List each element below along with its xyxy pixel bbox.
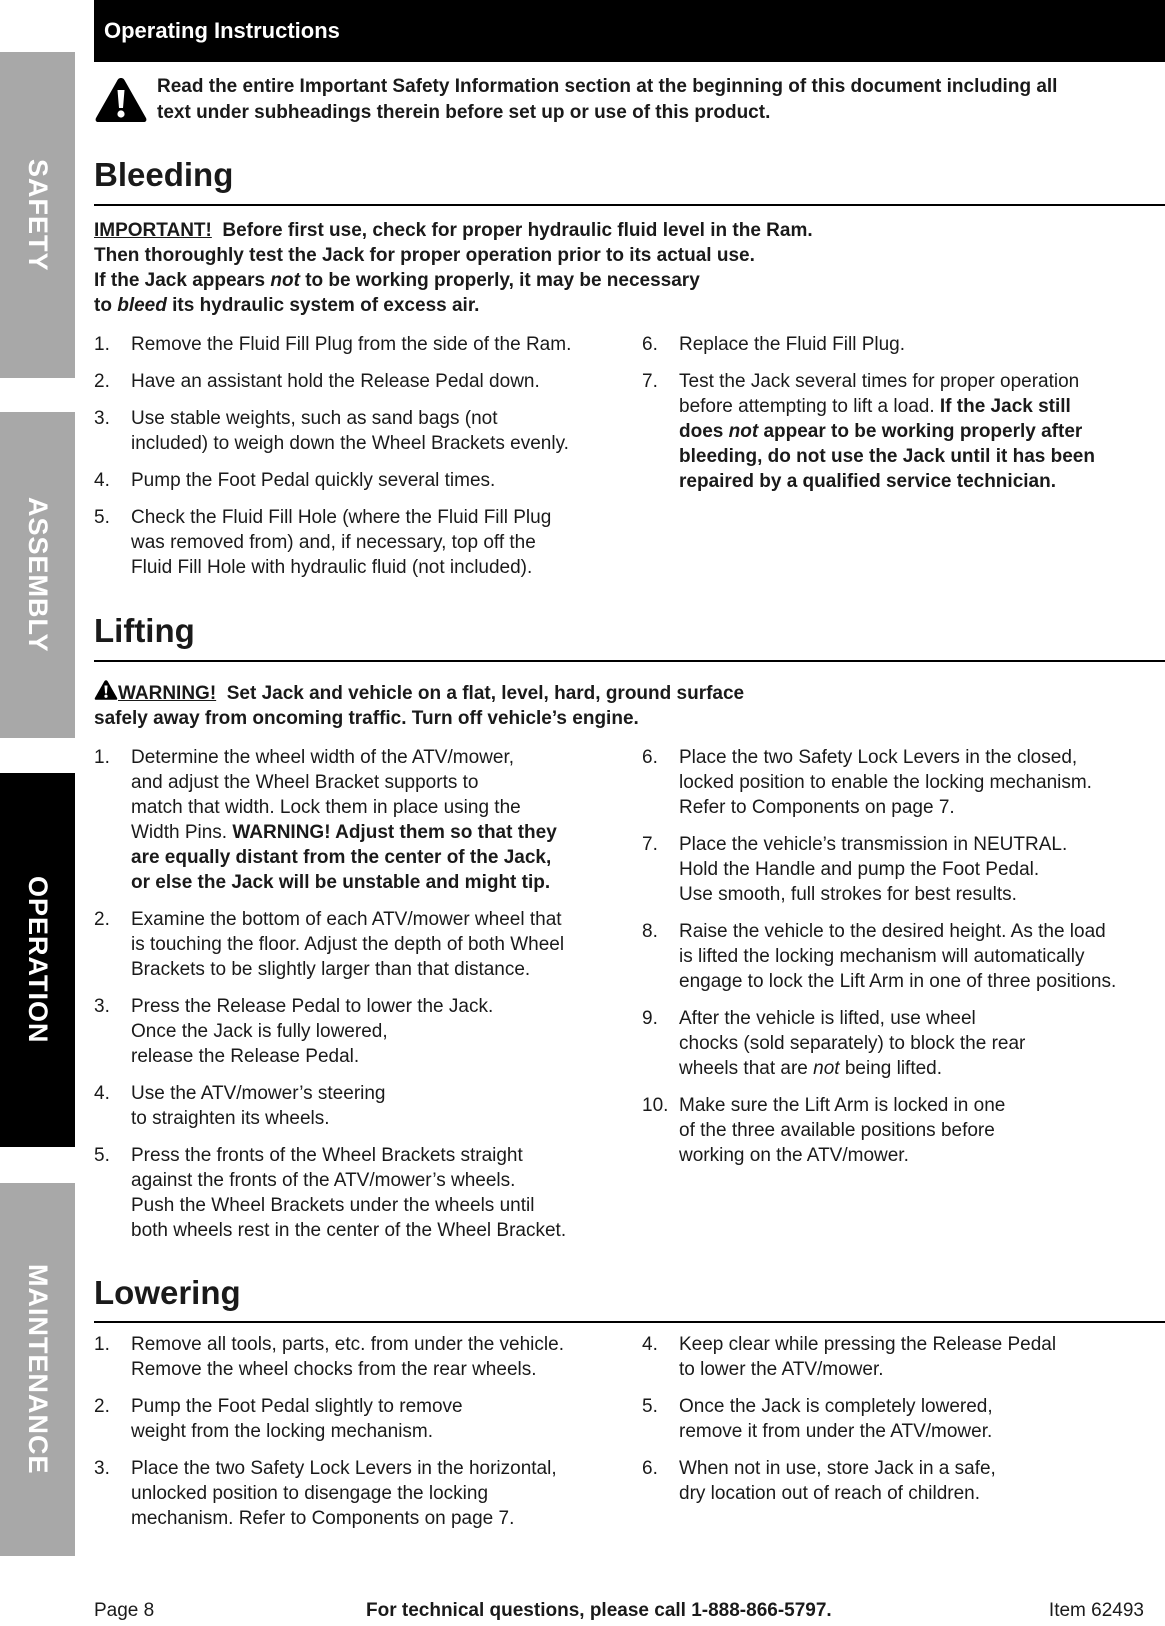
important-notice: [94, 218, 1154, 318]
step-number: 7.: [642, 371, 658, 392]
step-number: 4.: [94, 1083, 110, 1104]
step-text: Once the Jack is completely lowered,: [679, 1396, 993, 1417]
step-number: 10.: [642, 1095, 669, 1116]
side-tab-safety[interactable]: [0, 52, 75, 378]
list-item: [642, 1332, 1157, 1382]
warning-notice: [94, 679, 1154, 731]
step-text: against the fronts of the ATV/mower’s wheels.: [131, 1170, 516, 1191]
step-number: 5.: [94, 1145, 110, 1166]
step-number: 1.: [94, 1334, 110, 1355]
step-warning-text: does: [679, 421, 729, 442]
list-item: [94, 907, 634, 982]
step-text: Brackets to be slightly larger than that distance.: [131, 959, 531, 980]
list-item: [642, 369, 1157, 494]
list-item: [642, 1456, 1157, 1506]
warning-text: Set Jack and vehicle on a flat, level, hard, ground surface: [226, 683, 745, 704]
step-text: Push the Wheel Brackets under the wheels until: [131, 1195, 535, 1216]
step-text: Replace the Fluid Fill Plug.: [679, 334, 905, 355]
step-text: of the three available positions before: [679, 1120, 995, 1141]
side-tab-assembly[interactable]: [0, 412, 75, 738]
step-text: Place the two Safety Lock Levers in the closed,: [679, 747, 1078, 768]
step-text: Remove the Fluid Fill Plug from the side of the Ram.: [131, 334, 572, 355]
section-divider: [94, 204, 1165, 206]
list-item: [642, 332, 1157, 357]
step-text: Use stable weights, such as sand bags (not: [131, 408, 498, 429]
notice-line: Read the entire Important Safety Information section at the beginning of this document including all: [157, 76, 1058, 97]
side-tab-label: MAINTENANCE: [23, 1264, 53, 1475]
step-number: 5.: [94, 507, 110, 528]
important-text: If the Jack appears: [94, 270, 271, 291]
step-warning-text: repaired by a qualified service technician.: [679, 471, 1056, 492]
step-warning-text: are equally distant from the center of the Jack,: [131, 847, 552, 868]
important-emphasis: not: [270, 270, 300, 291]
step-text: When not in use, store Jack in a safe,: [679, 1458, 996, 1479]
step-text: release the Release Pedal.: [131, 1046, 360, 1067]
warning-triangle-icon: [94, 679, 118, 701]
step-text: Press the Release Pedal to lower the Jack.: [131, 996, 494, 1017]
step-text: mechanism. Refer to Components on page 7.: [131, 1508, 515, 1529]
step-text: Place the two Safety Lock Levers in the horizontal,: [131, 1458, 557, 1479]
step-text: and adjust the Wheel Bracket supports to: [131, 772, 479, 793]
list-item: [94, 406, 634, 456]
step-text: Make sure the Lift Arm is locked in one: [679, 1095, 1006, 1116]
step-number: 2.: [94, 1396, 110, 1417]
list-item: [642, 1093, 1157, 1168]
step-number: 4.: [94, 470, 110, 491]
important-text: Then thoroughly test the Jack for proper operation prior to its actual use.: [94, 245, 755, 266]
list-item: [94, 745, 634, 895]
important-emphasis: bleed: [117, 295, 167, 316]
step-text: is touching the floor. Adjust the depth of both Wheel: [131, 934, 565, 955]
step-emphasis: not: [728, 421, 759, 442]
side-tab-label: SAFETY: [23, 158, 53, 272]
lifting-steps-left: [94, 745, 634, 1255]
step-warning-text: bleeding, do not use the Jack until it has been: [679, 446, 1095, 467]
step-number: 5.: [642, 1396, 658, 1417]
step-text: chocks (sold separately) to block the rear: [679, 1033, 1026, 1054]
step-number: 9.: [642, 1008, 658, 1029]
section-title-bleeding: Bleeding: [94, 156, 234, 193]
step-text: Determine the wheel width of the ATV/mower,: [131, 747, 514, 768]
step-text: unlocked position to disengage the locking: [131, 1483, 489, 1504]
step-text: Width Pins.: [131, 822, 233, 843]
step-text: After the vehicle is lifted, use wheel: [679, 1008, 976, 1029]
step-text: to straighten its wheels.: [131, 1108, 330, 1129]
important-text: to: [94, 295, 118, 316]
step-text: weight from the locking mechanism.: [131, 1421, 434, 1442]
step-text: wheels that are: [679, 1058, 814, 1079]
step-number: 7.: [642, 834, 658, 855]
step-text: match that width. Lock them in place using the: [131, 797, 521, 818]
step-text: dry location out of reach of children.: [679, 1483, 981, 1504]
step-warning-text: If the Jack still: [939, 396, 1071, 417]
item-number: Item 62493: [1048, 1600, 1144, 1621]
step-text: Use the ATV/mower’s steering: [131, 1083, 386, 1104]
side-tab-label: ASSEMBLY: [23, 497, 53, 653]
step-text: Test the Jack several times for proper operation: [679, 371, 1080, 392]
step-number: 8.: [642, 921, 658, 942]
step-text: Fluid Fill Hole with hydraulic fluid (not included).: [131, 557, 533, 578]
step-number: 2.: [94, 909, 110, 930]
warning-triangle-icon: [94, 76, 148, 124]
page-title: Operating Instructions: [104, 18, 340, 43]
step-text: before attempting to lift a load.: [679, 396, 940, 417]
step-number: 2.: [94, 371, 110, 392]
page-number: Page 8: [94, 1600, 155, 1621]
bleeding-steps-left: [94, 332, 634, 592]
step-warning-text: WARNING! Adjust them so that they: [232, 822, 557, 843]
step-text: Remove all tools, parts, etc. from under the vehicle.: [131, 1334, 564, 1355]
list-item: [94, 994, 634, 1069]
step-number: 3.: [94, 408, 110, 429]
step-number: 6.: [642, 334, 658, 355]
step-number: 4.: [642, 1334, 658, 1355]
notice-line: text under subheadings therein before set up or use of this product.: [157, 102, 771, 123]
side-tab-label: OPERATION: [23, 876, 53, 1044]
step-number: 3.: [94, 1458, 110, 1479]
important-text: Before first use, check for proper hydraulic fluid level in the Ram.: [222, 220, 813, 241]
important-text: its hydraulic system of excess air.: [166, 295, 480, 316]
warning-text: safely away from oncoming traffic. Turn off vehicle’s engine.: [94, 708, 639, 729]
step-text: Keep clear while pressing the Release Pedal: [679, 1334, 1057, 1355]
page-footer: [94, 1600, 1144, 1626]
list-item: [94, 369, 634, 394]
step-text: locked position to enable the locking mechanism.: [679, 772, 1092, 793]
list-item: [94, 1332, 634, 1382]
step-number: 6.: [642, 1458, 658, 1479]
list-item: [94, 1456, 634, 1531]
important-text: to be working properly, it may be necessary: [299, 270, 700, 291]
step-text: engage to lock the Lift Arm in one of three positions.: [679, 971, 1117, 992]
list-item: [94, 332, 634, 357]
step-warning-text: appear to be working properly after: [758, 421, 1083, 442]
safety-notice: [94, 72, 1165, 132]
section-divider: [94, 1321, 1165, 1323]
list-item: [94, 1081, 634, 1131]
section-title-lowering: Lowering: [94, 1274, 241, 1311]
section-title-lifting: Lifting: [94, 612, 195, 649]
side-tab-maintenance[interactable]: [0, 1183, 75, 1556]
list-item: [642, 919, 1157, 994]
step-text: Have an assistant hold the Release Pedal down.: [131, 371, 540, 392]
step-text: Check the Fluid Fill Hole (where the Fluid Fill Plug: [131, 507, 552, 528]
step-text: Press the fronts of the Wheel Brackets straight: [131, 1145, 523, 1166]
step-text: both wheels rest in the center of the Wheel Bracket.: [131, 1220, 567, 1241]
step-text: Refer to Components on page 7.: [679, 797, 955, 818]
side-tab-operation[interactable]: [0, 773, 75, 1147]
step-text: Raise the vehicle to the desired height. As the load: [679, 921, 1106, 942]
step-text: Place the vehicle’s transmission in NEUTRAL.: [679, 834, 1068, 855]
list-item: [642, 745, 1157, 820]
step-text: working on the ATV/mower.: [679, 1145, 909, 1166]
section-divider: [94, 660, 1165, 662]
step-text: included) to weigh down the Wheel Brackets evenly.: [131, 433, 569, 454]
step-warning-text: or else the Jack will be unstable and might tip.: [131, 872, 551, 893]
lowering-steps-left: [94, 1332, 634, 1543]
step-text: remove it from under the ATV/mower.: [679, 1421, 993, 1442]
step-text: was removed from) and, if necessary, top off the: [131, 532, 536, 553]
step-number: 1.: [94, 747, 110, 768]
list-item: [94, 505, 634, 580]
step-text: is lifted the locking mechanism will automatically: [679, 946, 1085, 967]
step-number: 1.: [94, 334, 110, 355]
step-text: Examine the bottom of each ATV/mower wheel that: [131, 909, 562, 930]
step-text: Remove the wheel chocks from the rear wheels.: [131, 1359, 537, 1380]
list-item: [642, 1394, 1157, 1444]
lowering-steps-right: [642, 1332, 1157, 1518]
step-number: 6.: [642, 747, 658, 768]
section-header: [94, 0, 1165, 62]
list-item: [642, 1006, 1157, 1081]
lifting-steps-right: [642, 745, 1157, 1180]
step-text: being lifted.: [839, 1058, 943, 1079]
step-text: to lower the ATV/mower.: [679, 1359, 884, 1380]
list-item: [94, 1143, 634, 1243]
step-emphasis: not: [813, 1058, 840, 1079]
list-item: [94, 468, 634, 493]
step-text: Pump the Foot Pedal quickly several times.: [131, 470, 496, 491]
list-item: [94, 1394, 634, 1444]
step-number: 3.: [94, 996, 110, 1017]
step-text: Use smooth, full strokes for best results.: [679, 884, 1017, 905]
important-label: IMPORTANT!: [94, 220, 212, 241]
bleeding-steps-right: [642, 332, 1157, 506]
tech-support-line: For technical questions, please call 1-888-866-5797.: [366, 1600, 832, 1621]
step-text: Hold the Handle and pump the Foot Pedal.: [679, 859, 1040, 880]
list-item: [642, 832, 1157, 907]
step-text: Once the Jack is fully lowered,: [131, 1021, 388, 1042]
warning-label: WARNING!: [118, 683, 217, 704]
step-text: Pump the Foot Pedal slightly to remove: [131, 1396, 463, 1417]
